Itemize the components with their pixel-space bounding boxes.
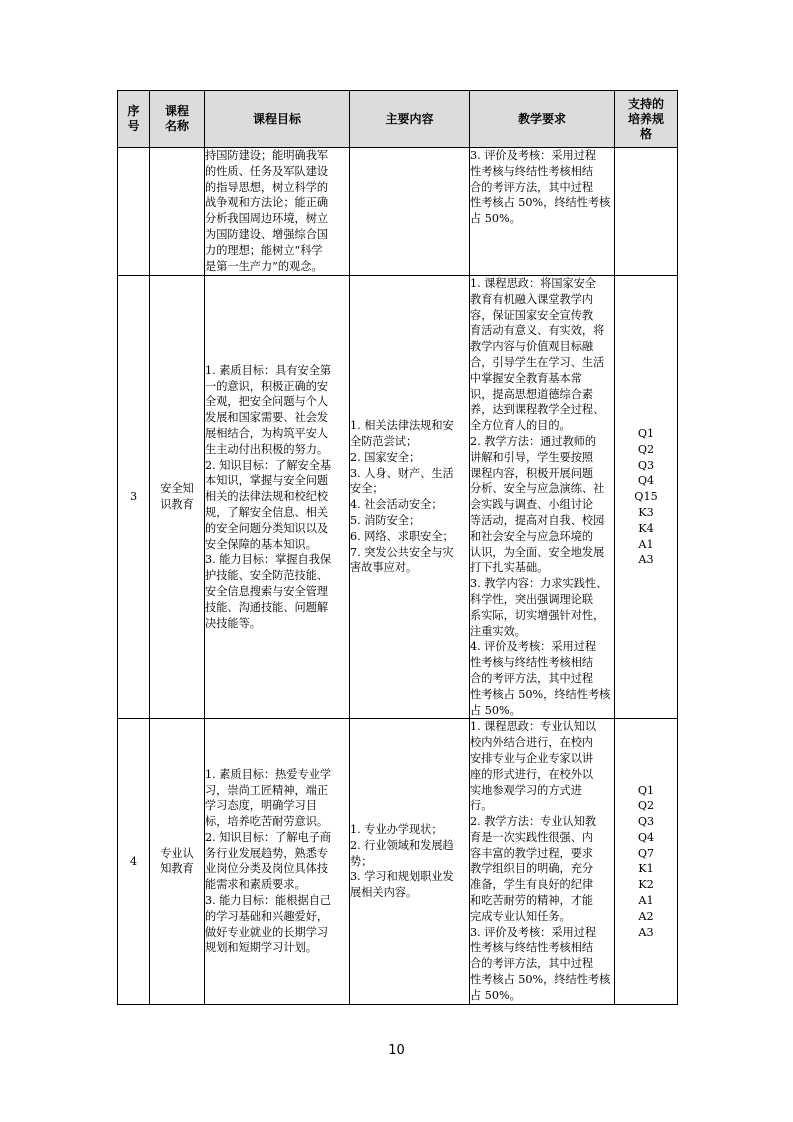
text-line: 认识，为全面、安全地发展 bbox=[470, 545, 605, 559]
text-line: 育活动有意义、有实效，将 bbox=[470, 324, 605, 338]
table-row bbox=[118, 719, 678, 1004]
text-line: 性考核占 50%，终结性考核 bbox=[470, 196, 611, 210]
text-line: 合的考评方法，其中过程 bbox=[470, 180, 594, 194]
text-line: 性考核占 50%，终结性考核 bbox=[470, 973, 611, 987]
text-line: 安全信息搜索与安全管理 bbox=[205, 585, 329, 599]
text-line: 3. 学习和规划职业发 bbox=[350, 870, 454, 884]
text-line: 规，了解安全信息、相关 bbox=[205, 506, 329, 520]
text-line: 1. 相关法律法规和安 bbox=[350, 419, 454, 433]
text-line: Q7 bbox=[637, 846, 655, 860]
text-line: 性考核与终结性考核相结 bbox=[470, 164, 594, 178]
text-line: 序 bbox=[127, 104, 140, 118]
text-line: 7. 突发公共安全与灾 bbox=[350, 545, 454, 559]
text-line: 习，崇尚工匠精神，端正 bbox=[205, 783, 329, 797]
text-line: K2 bbox=[638, 878, 654, 892]
text-line: 战争观和方法论；能正确 bbox=[205, 196, 329, 210]
text-line: 性考核与终结性考核相结 bbox=[470, 941, 594, 955]
text-line: 展相关内容。 bbox=[350, 886, 418, 900]
text-line: 占 50%。 bbox=[470, 988, 521, 1002]
cell-supported-specs bbox=[615, 276, 678, 719]
curriculum-table bbox=[117, 90, 678, 1005]
text-line: 育是一次实践性很强、内 bbox=[470, 830, 594, 844]
text-line: 是第一生产力”的观念。 bbox=[205, 259, 323, 273]
text-line: 和吃苦耐劳的精神，才能 bbox=[470, 894, 594, 908]
text-line: 等活动，提高对自我、校园 bbox=[470, 513, 605, 527]
cell-course-name bbox=[150, 276, 205, 719]
text-line: 和社会安全与应急环境的 bbox=[470, 529, 594, 543]
text-line: 2. 教学方法：通过教师的 bbox=[470, 434, 597, 448]
cell-course-name bbox=[150, 148, 205, 276]
text-line: K1 bbox=[638, 862, 654, 876]
cell-main-content bbox=[350, 719, 470, 1004]
text-line: 相关的法律法规和校纪校 bbox=[205, 490, 329, 504]
header-course-goal bbox=[205, 91, 350, 148]
text-line: 合的考评方法，其中过程 bbox=[470, 671, 594, 685]
text-line: 性考核占 50%，终结性考核 bbox=[470, 687, 611, 701]
table-row bbox=[118, 276, 678, 719]
text-line: 2. 教学方法：专业认知教 bbox=[470, 815, 597, 829]
text-line: 害故事应对。 bbox=[350, 561, 418, 575]
cell-course-goal bbox=[205, 276, 350, 719]
text-line: 势； bbox=[350, 854, 373, 868]
text-line: 安全保障的基本知识。 bbox=[205, 537, 317, 551]
text-line: 2. 国家安全； bbox=[350, 450, 421, 464]
text-line: 学习态度，明确学习目 bbox=[205, 799, 317, 813]
text-line: 容丰富的教学过程，要求 bbox=[470, 846, 594, 860]
text-line: 展相结合，为构筑平安人 bbox=[205, 427, 329, 441]
text-line: 安全； bbox=[350, 482, 384, 496]
cell-main-content bbox=[350, 148, 470, 276]
text-line: 安全知 bbox=[160, 482, 194, 496]
cell-main-content bbox=[350, 276, 470, 719]
text-line: 会实践与调查、小组讨论 bbox=[470, 498, 594, 512]
text-line: 占 50%。 bbox=[470, 703, 521, 717]
text-line: 分析我国周边环境，树立 bbox=[205, 212, 329, 226]
text-line: 支持的 bbox=[627, 96, 664, 111]
text-line: A2 bbox=[638, 909, 654, 923]
text-line: 能需求和素质要求。 bbox=[205, 878, 306, 892]
text-line: Q1 bbox=[637, 783, 655, 797]
header-teaching-requirements bbox=[470, 91, 615, 148]
text-line: 教学组织目的明确，充分 bbox=[470, 862, 594, 876]
text-line: 容，保证国家安全宣传教 bbox=[470, 308, 594, 322]
text-line: 分析、安全与应急演练、社 bbox=[470, 482, 605, 496]
text-line: 号 bbox=[127, 119, 140, 133]
text-line: 4. 社会活动安全； bbox=[350, 498, 443, 512]
text-line: 讲解和引导，学生要按照 bbox=[470, 450, 594, 464]
header-course-name bbox=[150, 91, 205, 148]
cell-seq bbox=[118, 148, 150, 276]
text-line: Q3 bbox=[637, 458, 655, 472]
text-line: 识教育 bbox=[160, 498, 194, 512]
text-line: 养，达到课程教学全过程、 bbox=[470, 403, 605, 417]
text-line: Q4 bbox=[637, 474, 655, 488]
cell-teaching-requirements bbox=[470, 148, 615, 276]
text-line: 为国防建设、增强综合国 bbox=[205, 227, 329, 241]
text-line: 识，提高思想道德综合素 bbox=[470, 387, 594, 401]
text-line: K4 bbox=[638, 521, 654, 535]
header-seq bbox=[118, 91, 150, 148]
text-line: 标，培养吃苦耐劳意识。 bbox=[205, 815, 329, 829]
text-line: A1 bbox=[638, 537, 654, 551]
text-line: 3. 能力目标：掌握自我保 bbox=[205, 553, 332, 567]
text-line: 实地参观学习的方式进 bbox=[470, 783, 582, 797]
text-line: 4. 评价及考核：采用过程 bbox=[470, 640, 597, 654]
text-line: 3. 评价及考核：采用过程 bbox=[470, 925, 597, 939]
text-line: 打下扎实基础。 bbox=[470, 561, 549, 575]
page-number: 10 bbox=[388, 1043, 405, 1058]
text-line: Q4 bbox=[637, 830, 655, 844]
text-line: 1. 专业办学现状； bbox=[350, 822, 443, 836]
text-line: 完成专业认知任务。 bbox=[470, 909, 571, 923]
text-line: 3. 教学内容：力求实践性、 bbox=[470, 577, 608, 591]
text-line: 主要内容 bbox=[385, 111, 434, 126]
text-line: 培养规 bbox=[627, 111, 664, 126]
header-main-content bbox=[350, 91, 470, 148]
text-line: 行。 bbox=[470, 799, 493, 813]
text-line: 全防范尝试； bbox=[350, 434, 418, 448]
text-line: 科学性，突出强调理论联 bbox=[470, 592, 594, 606]
text-line: Q2 bbox=[637, 442, 655, 456]
cell-seq: 4 bbox=[118, 719, 150, 1004]
text-line: 座的形式进行，在校外以 bbox=[470, 767, 594, 781]
cell-course-goal bbox=[205, 148, 350, 276]
text-line: 的安全问题分类知识以及 bbox=[205, 521, 329, 535]
text-line: 技能、沟通技能、问题解 bbox=[205, 600, 329, 614]
text-line: 1. 素质目标：具有安全第 bbox=[205, 363, 332, 377]
text-line: 1. 课程思政：将国家安全 bbox=[470, 277, 597, 290]
text-line: 生主动付出积极的努力。 bbox=[205, 442, 329, 456]
text-line: 中掌握安全教育基本常 bbox=[470, 371, 582, 385]
text-line: 务行业发展趋势，熟悉专 bbox=[205, 846, 329, 860]
text-line: A1 bbox=[638, 894, 654, 908]
text-line: 1. 素质目标：热爱专业学 bbox=[205, 767, 332, 781]
text-line: 教育有机融入课堂教学内 bbox=[470, 292, 594, 306]
text-line: Q1 bbox=[637, 427, 655, 441]
text-line: A3 bbox=[638, 925, 654, 939]
text-line: 合的考评方法，其中过程 bbox=[470, 957, 594, 971]
text-line: 注重实效。 bbox=[470, 624, 526, 638]
text-line: 知教育 bbox=[160, 862, 194, 876]
cell-course-name bbox=[150, 719, 205, 1004]
text-line: Q15 bbox=[634, 490, 658, 504]
text-line: Q3 bbox=[637, 815, 655, 829]
header-row bbox=[118, 91, 678, 148]
text-line: 6. 网络、求职安全； bbox=[350, 529, 454, 543]
text-line: 2. 知识目标：了解安全基 bbox=[205, 458, 332, 472]
text-line: 安排专业与企业专家以讲 bbox=[470, 751, 594, 765]
text-line: 3. 人身、财产、生活 bbox=[350, 466, 454, 480]
text-line: 名称 bbox=[164, 119, 189, 133]
text-line: 全观，把安全问题与个人 bbox=[205, 395, 329, 409]
text-line: Q2 bbox=[637, 799, 655, 813]
text-line: 课程内容，积极开展问题 bbox=[470, 466, 594, 480]
text-line: 的学习基础和兴趣爱好， bbox=[205, 909, 329, 923]
text-line: 课程 bbox=[164, 104, 189, 118]
text-line: 发展和国家需要、社会发 bbox=[205, 411, 329, 425]
text-line: 做好专业就业的长期学习 bbox=[205, 925, 329, 939]
text-line: K3 bbox=[638, 506, 654, 520]
text-line: 全方位育人的目的。 bbox=[470, 419, 571, 433]
text-line: 3. 评价及考核：采用过程 bbox=[470, 149, 597, 162]
cell-course-goal bbox=[205, 719, 350, 1004]
text-line: A3 bbox=[638, 553, 654, 567]
text-line: 准备，学生有良好的纪律 bbox=[470, 878, 594, 892]
text-line: 的性质、任务及军队建设 bbox=[205, 164, 329, 178]
text-line: 一的意识，积极正确的安 bbox=[205, 379, 329, 393]
text-line: 本知识，掌握与安全问题 bbox=[205, 474, 329, 488]
text-line: 教学要求 bbox=[517, 111, 566, 126]
text-line: 专业认 bbox=[160, 846, 194, 860]
cell-seq: 3 bbox=[118, 276, 150, 719]
cell-teaching-requirements bbox=[470, 276, 615, 719]
text-line: 持国防建设；能明确我军 bbox=[205, 149, 329, 162]
text-line: 性考核与终结性考核相结 bbox=[470, 656, 594, 670]
cell-supported-specs bbox=[615, 148, 678, 276]
cell-teaching-requirements bbox=[470, 719, 615, 1004]
text-line: 校内外结合进行，在校内 bbox=[470, 736, 594, 750]
text-line: 业岗位分类及岗位具体技 bbox=[205, 862, 329, 876]
text-line: 2. 知识目标：了解电子商 bbox=[205, 830, 332, 844]
text-line: 的指导思想，树立科学的 bbox=[205, 180, 329, 194]
text-line: 合，引导学生在学习、生活 bbox=[470, 355, 605, 369]
text-line: 课程目标 bbox=[252, 111, 301, 126]
text-line: 教学内容与价值观目标融 bbox=[470, 340, 594, 354]
text-line: 格 bbox=[639, 126, 652, 141]
table-row bbox=[118, 148, 678, 276]
text-line: 规划和短期学习计划。 bbox=[205, 941, 317, 955]
text-line: 占 50%。 bbox=[470, 212, 521, 226]
text-line: 2. 行业领域和发展趋 bbox=[350, 838, 454, 852]
text-line: 护技能、安全防范技能、 bbox=[205, 569, 329, 583]
text-line: 力的理想；能树立“科学 bbox=[205, 243, 323, 257]
text-line: 1. 课程思政：专业认知以 bbox=[470, 720, 597, 734]
text-line: 5. 消防安全； bbox=[350, 513, 421, 527]
text-line: 决技能等。 bbox=[205, 616, 261, 630]
header-supported-specs bbox=[615, 91, 678, 148]
text-line: 3. 能力目标：能根据自己 bbox=[205, 894, 332, 908]
cell-supported-specs bbox=[615, 719, 678, 1004]
text-line: 系实际，切实增强针对性， bbox=[470, 608, 605, 622]
